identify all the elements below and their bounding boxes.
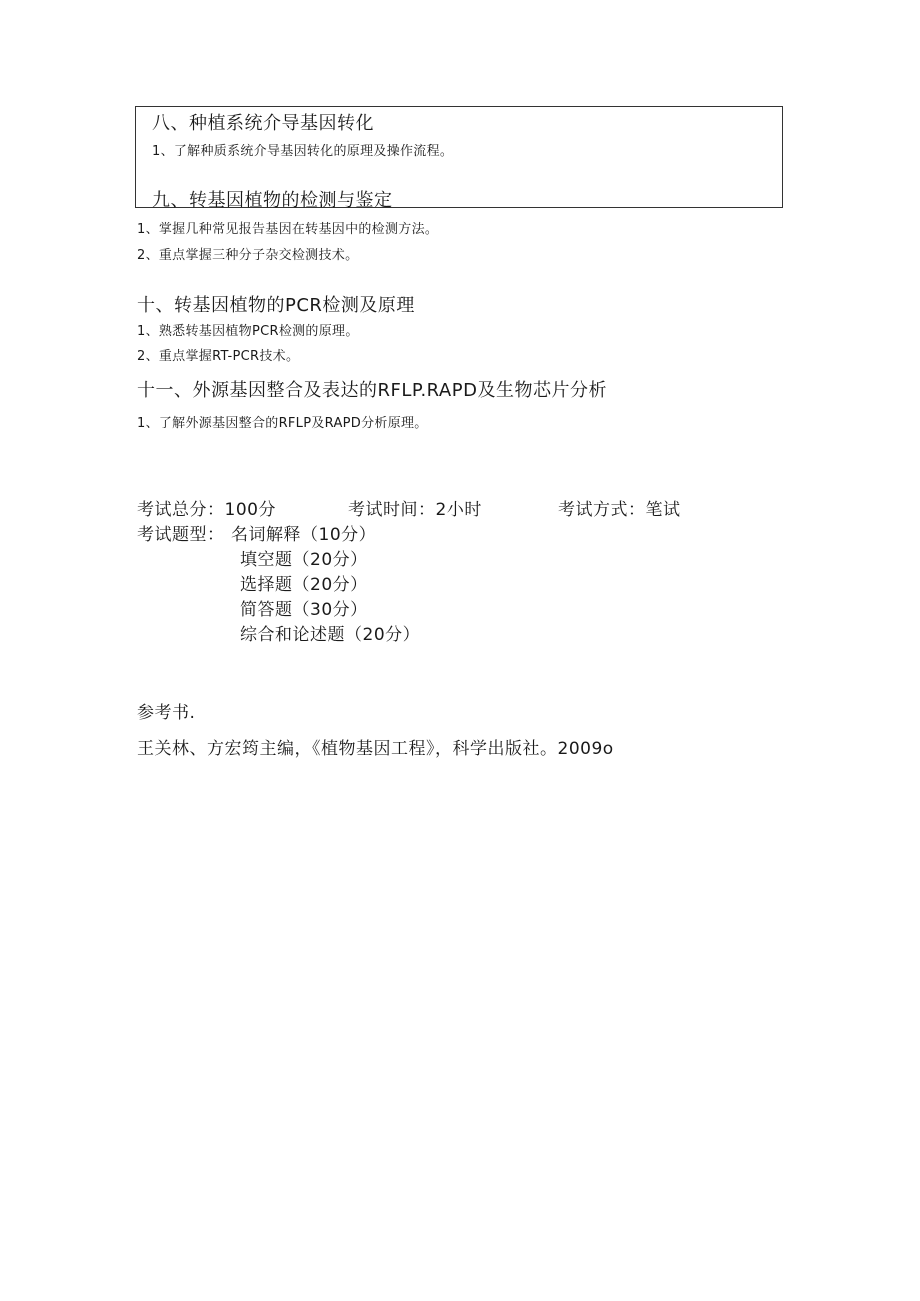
- exam-type-item: 简答题（30分）: [240, 600, 368, 620]
- exam-duration: 考试时间：2小时: [348, 500, 482, 520]
- exam-type-item: 填空题（20分）: [240, 550, 368, 570]
- section-9-item-2: 2、重点掌握三种分子杂交检测技术。: [137, 248, 359, 263]
- exam-types-label: 考试题型：: [137, 525, 225, 545]
- exam-total-score: 考试总分：100分: [137, 500, 276, 520]
- section-10-item-1: 1、熟悉转基因植物PCR检测的原理。: [137, 324, 359, 339]
- section-11-heading: 十一、外源基因整合及表达的RFLP.RAPD及生物芯片分析: [137, 380, 607, 401]
- section-8-item-1: 1、了解种质系统介导基因转化的原理及操作流程。: [152, 144, 454, 159]
- exam-type-item: 选择题（20分）: [240, 575, 368, 595]
- exam-method: 考试方式：笔试: [558, 500, 681, 520]
- section-11-item-1: 1、了解外源基因整合的RFLP及RAPD分析原理。: [137, 416, 428, 431]
- exam-type-item: 名词解释（10分）: [231, 525, 377, 545]
- section-9-item-1: 1、掌握几种常见报告基因在转基因中的检测方法。: [137, 222, 439, 237]
- section-9-heading: 九、转基因植物的检测与鉴定: [152, 190, 393, 211]
- reference-book: 王关林、方宏筠主编，《植物基因工程》，科学出版社。2009o: [137, 739, 614, 759]
- reference-label: 参考书.: [137, 703, 196, 723]
- section-8-heading: 八、种植系统介导基因转化: [152, 113, 374, 134]
- section-10-heading: 十、转基因植物的PCR检测及原理: [137, 295, 415, 316]
- section-10-item-2: 2、重点掌握RT-PCR技术。: [137, 349, 300, 364]
- exam-type-item: 综合和论述题（20分）: [240, 625, 421, 645]
